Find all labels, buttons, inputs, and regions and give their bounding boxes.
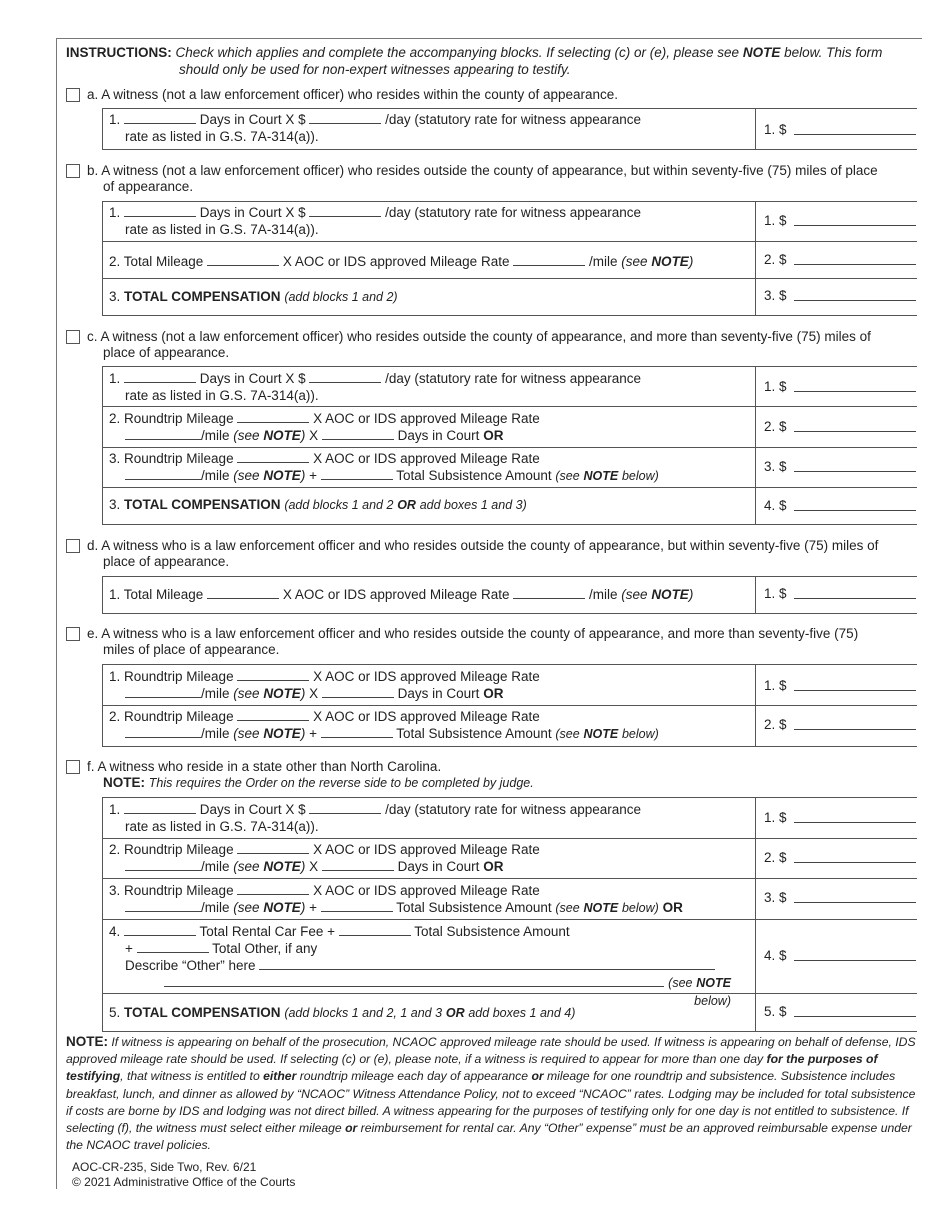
days-in-court-field[interactable]: [124, 112, 196, 124]
option-f-checkbox[interactable]: [66, 760, 80, 774]
amount-field[interactable]: [794, 1016, 916, 1017]
mileage-rate-field[interactable]: [125, 900, 201, 912]
instructions-text-b: below. This form: [784, 45, 883, 60]
option-f-row-3: 3. Roundtrip Mileage X AOC or IDS approved Mileage Rate /mile (see NOTE) + Total Subsistence Amount (see NOTE below) OR 3. $: [103, 879, 917, 920]
mileage-rate-field[interactable]: [125, 686, 201, 698]
option-c-row-2: 2. Roundtrip Mileage X AOC or IDS approved Mileage Rate /mile (see NOTE) X Days in Court OR 2. $: [103, 407, 917, 448]
instructions-text: Check which applies and complete the accompanying blocks. If selecting (c) or (e), please see: [175, 45, 740, 60]
option-c-row-1: 1. Days in Court X $ /day (statutory rate for witness appearance rate as listed in G.S. 7A-314(a)). 1. $: [103, 367, 917, 407]
mileage-field[interactable]: [237, 451, 309, 463]
mileage-rate-field[interactable]: [513, 587, 585, 599]
option-d-row-1: 1. Total Mileage X AOC or IDS approved Mileage Rate /mile (see NOTE) 1. $: [103, 577, 917, 613]
option-f: f. A witness who reside in a state other than North Carolina. NOTE: This requires the Order on the reverse side to be completed by judge.: [66, 759, 916, 791]
days-field[interactable]: [322, 428, 394, 440]
mileage-field[interactable]: [237, 411, 309, 423]
option-b-row-3: 3. TOTAL COMPENSATION (add blocks 1 and 2) 3. $: [103, 279, 917, 315]
option-e-text: e. A witness who is a law enforcement officer and who resides outside the county of appearance, and more than seventy-five (75): [87, 626, 859, 641]
days-field[interactable]: [322, 686, 394, 698]
subsistence-field[interactable]: [339, 924, 411, 936]
option-f-row-5: 5. TOTAL COMPENSATION (add blocks 1 and 2, 1 and 3 OR add boxes 1 and 4) 5. $: [103, 994, 917, 1031]
option-a-text: a. A witness (not a law enforcement officer) who resides within the county of appearance.: [87, 87, 619, 102]
mileage-rate-field[interactable]: [513, 254, 585, 266]
daily-rate-field[interactable]: [309, 205, 381, 217]
mileage-field[interactable]: [237, 842, 309, 854]
option-e: e. A witness who is a law enforcement officer and who resides outside the county of appearance, and more than seventy-five (75) miles of place of appearance.: [66, 626, 916, 658]
daily-rate-field[interactable]: [309, 802, 381, 814]
option-c-box: [102, 366, 917, 525]
option-b-row-1: 1. Days in Court X $ /day (statutory rate for witness appearance rate as listed in G.S. 7A-314(a)). 1. $: [103, 202, 917, 242]
option-e-row-1: 1. Roundtrip Mileage X AOC or IDS approved Mileage Rate /mile (see NOTE) X Days in Court OR 1. $: [103, 665, 917, 706]
other-field[interactable]: [137, 941, 209, 953]
mileage-field[interactable]: [237, 709, 309, 721]
amount-field[interactable]: [794, 862, 916, 863]
option-f-row-2: 2. Roundtrip Mileage X AOC or IDS approved Mileage Rate /mile (see NOTE) X Days in Court OR 2. $: [103, 839, 917, 879]
amount-field[interactable]: [794, 225, 916, 226]
instructions: [66, 44, 916, 78]
days-field[interactable]: [322, 859, 394, 871]
amount-field[interactable]: [794, 902, 916, 903]
option-a-checkbox[interactable]: [66, 88, 80, 102]
option-a: [66, 87, 916, 103]
amount-field[interactable]: [794, 134, 916, 135]
option-e-box: [102, 664, 917, 747]
instructions-note-word: NOTE: [742, 45, 781, 60]
option-c-checkbox[interactable]: [66, 330, 80, 344]
mileage-field[interactable]: [237, 883, 309, 895]
option-c: c. A witness (not a law enforcement officer) who resides outside the county of appearance, and more than seventy-five (75) miles of place of appearance.: [66, 329, 916, 361]
option-e-row-2: 2. Roundtrip Mileage X AOC or IDS approved Mileage Rate /mile (see NOTE) + Total Subsistence Amount (see NOTE below) 2. $: [103, 706, 917, 746]
amount-field[interactable]: [794, 300, 916, 301]
days-in-court-field[interactable]: [124, 802, 196, 814]
option-b-text: b. A witness (not a law enforcement officer) who resides outside the county of appearance, but within seventy-five (75) miles of place: [87, 163, 878, 178]
option-c-text: c. A witness (not a law enforcement officer) who resides outside the county of appearance, and more than seventy-five (75) miles of: [87, 329, 871, 344]
days-in-court-field[interactable]: [124, 371, 196, 383]
amount-field[interactable]: [794, 391, 916, 392]
amount-field[interactable]: [794, 729, 916, 730]
form-id: AOC-CR-235, Side Two, Rev. 6/21: [72, 1160, 257, 1174]
mileage-rate-field[interactable]: [125, 428, 201, 440]
option-d: d. A witness who is a law enforcement officer and who resides outside the county of appearance, but within seventy-five (75) miles of place of appearance.: [66, 538, 916, 570]
mileage-rate-field[interactable]: [125, 468, 201, 480]
option-b-checkbox[interactable]: [66, 164, 80, 178]
amount-field[interactable]: [794, 690, 916, 691]
daily-rate-field[interactable]: [309, 371, 381, 383]
mileage-rate-field[interactable]: [125, 859, 201, 871]
option-a-row-1: 1. Days in Court X $ /day (statutory rate for witness appearance rate as listed in G.S. 7A-314(a)). 1. $: [103, 109, 917, 149]
option-f-row-4: 4. Total Rental Car Fee + Total Subsistence Amount + Total Other, if any Describe “Other” here (see NOTE below) 4. $: [103, 920, 917, 994]
option-c-row-4: 3. TOTAL COMPENSATION (add blocks 1 and 2 OR add boxes 1 and 3) 4. $: [103, 488, 917, 524]
option-b-row-2: 2. Total Mileage X AOC or IDS approved Mileage Rate /mile (see NOTE) 2. $: [103, 242, 917, 279]
option-a-box: [102, 108, 917, 150]
option-e-checkbox[interactable]: [66, 627, 80, 641]
subsistence-field[interactable]: [321, 900, 393, 912]
note-section: NOTE: If witness is appearing on behalf of the prosecution, NCAOC approved mileage rate should be used. If witness is appearing on behalf of defense, IDS approved mileage rate should be used. If selecting (c) or (e), please note, if a witness is required to appear for more than one day for the purposes of testifying, that witness is entitled to either roundtrip mileage each day of appearance or mileage for one roundtrip and subsistence. Subsistence includes breakfast, lunch, and dinner as allowed by “NCAOC” Witness Attendance Policy, not to exceed “NCAOC” rates. Lodging may be included for total subsistence if costs are borne by IDS and lodging was not direct billed. A witness appearing for the purposes of testifying only for one day is not entitled to subsistence. If selecting (f), the witness must select either mileage or reimbursement for rental car. Any “Other” expense” must be an approved reimbursable expense under the NCAOC travel policies.: [66, 1034, 916, 1153]
option-f-box: [102, 797, 917, 1032]
option-c-row-3: 3. Roundtrip Mileage X AOC or IDS approved Mileage Rate /mile (see NOTE) + Total Subsistence Amount (see NOTE below) 3. $: [103, 448, 917, 488]
amount-field[interactable]: [794, 598, 916, 599]
amount-field[interactable]: [794, 471, 916, 472]
amount-field[interactable]: [794, 822, 916, 823]
describe-other-field[interactable]: [259, 958, 715, 970]
option-f-text: f. A witness who reside in a state other than North Carolina.: [87, 759, 442, 774]
footer: [72, 1160, 295, 1189]
subsistence-field[interactable]: [321, 726, 393, 738]
amount-field[interactable]: [794, 431, 916, 432]
mileage-field[interactable]: [207, 254, 279, 266]
option-b-box: [102, 201, 917, 316]
describe-other-field-2[interactable]: [164, 975, 664, 987]
amount-field[interactable]: [794, 264, 916, 265]
option-b: b. A witness (not a law enforcement officer) who resides outside the county of appearance, but within seventy-five (75) miles of place of appearance.: [66, 163, 916, 195]
days-in-court-field[interactable]: [124, 205, 196, 217]
instructions-label: INSTRUCTIONS:: [66, 45, 172, 60]
option-f-row-1: 1. Days in Court X $ /day (statutory rate for witness appearance rate as listed in G.S. 7A-314(a)). 1. $: [103, 798, 917, 839]
amount-field[interactable]: [794, 510, 916, 511]
daily-rate-field[interactable]: [309, 112, 381, 124]
instructions-text-c: should only be used for non-expert witnesses appearing to testify.: [179, 62, 571, 77]
mileage-field[interactable]: [237, 669, 309, 681]
mileage-rate-field[interactable]: [125, 726, 201, 738]
option-d-box: [102, 576, 917, 614]
option-d-text: d. A witness who is a law enforcement officer and who resides outside the county of appearance, but within seventy-five (75) miles of: [87, 538, 879, 553]
subsistence-field[interactable]: [321, 468, 393, 480]
option-d-checkbox[interactable]: [66, 539, 80, 553]
amount-field[interactable]: [794, 960, 916, 961]
rental-car-field[interactable]: [124, 924, 196, 936]
copyright: © 2021 Administrative Office of the Courts: [72, 1174, 296, 1189]
mileage-field[interactable]: [207, 587, 279, 599]
